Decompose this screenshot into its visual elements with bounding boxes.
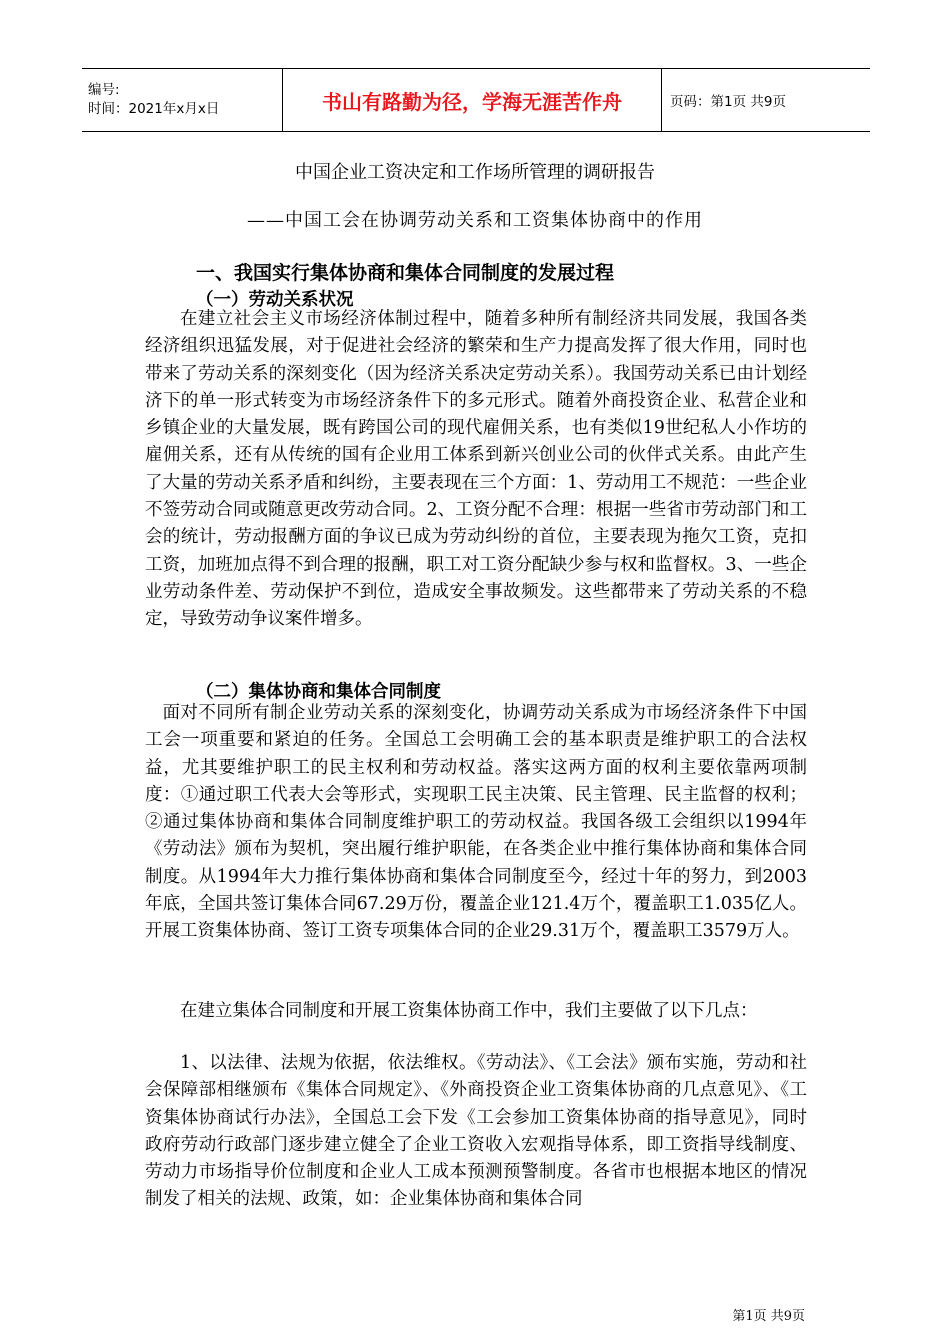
section-heading: 一、我国实行集体协商和集体合同制度的发展过程 [196,262,615,284]
subsection-heading-1: （一）劳动关系状况 [196,290,354,310]
header-meta [82,69,282,131]
page-header [82,68,870,132]
document-title: 中国企业工资决定和工作场所管理的调研报告 [295,162,655,183]
paragraph-collective-bargaining: 面对不同所有制企业劳动关系的深刻变化，协调劳动关系成为市场经济条件下中国工会一项重要和紧迫的任务。全国总工会明确工会的基本职责是维护职工的合法权益，尤其要维护职工的民主权利和劳动权益。落实这两方面的权利主要依靠两项制度：①通过职工代表大会等形式，实现职工民主决策、民主管理、民主监督的权利；②通过集体协商和集体合同制度维护职工的劳动权益。我国各级工会组织以1994年《劳动法》颁布为契机，突出履行维护职能，在各类企业中推行集体协商和集体合同制度。从1994年大力推行集体协商和集体合同制度至今，经过十年的努力，到2003年底，全国共签订集体合同67.29万份，覆盖企业121.4万个，覆盖职工1.035亿人。开展工资集体协商、签订工资专项集体合同的企业29.31万个，覆盖职工3579万人。 [145,703,807,942]
subsection-heading-2: （二）集体协商和集体合同制度 [196,682,441,702]
header-motto: 书山有路勤为径，学海无涯苦作舟 [282,69,662,131]
paragraph-main-points-intro: 在建立集体合同制度和开展工资集体协商工作中，我们主要做了以下几点： [180,1001,758,1021]
paragraph-labor-relations: 在建立社会主义市场经济体制过程中，随着多种所有制经济共同发展，我国各类经济组织迅猛发展，对于促进社会经济的繁荣和生产力提高发挥了很大作用，同时也带来了劳动关系的深刻变化（因为经济关系决定劳动关系）。我国劳动关系已由计划经济下的单一形式转变为市场经济条件下的多元形式。随着外商投资企业、私营企业和乡镇企业的大量发展，既有跨国公司的现代雇佣关系，也有类似19世纪私人小作坊的雇佣关系，还有从传统的国有企业用工体系到新兴创业公司的伙伴式关系。由此产生了大量的劳动关系矛盾和纠纷，主要表现在三个方面：1、劳动用工不规范：一些企业不签劳动合同或随意更改劳动合同。2、工资分配不合理：根据一些省市劳动部门和工会的统计，劳动报酬方面的争议已成为劳动纠纷的首位，主要表现为拖欠工资，克扣工资，加班加点得不到合理的报酬，职工对工资分配缺少参与权和监督权。3、一些企业劳动条件差、劳动保护不到位，造成安全事故频发。这些都带来了劳动关系的不稳定，导致劳动争议案件增多。 [145,309,807,630]
document-subtitle: ——中国工会在协调劳动关系和工资集体协商中的作用 [247,210,703,231]
page-footer: 第1页 共9页 [732,1309,805,1324]
document-number-label: 编号: [88,82,120,98]
document-time-label: 时间：2021年x月x日 [88,101,220,117]
paragraph-point-1: 1、以法律、法规为依据，依法维权。《劳动法》、《工会法》颁布实施，劳动和社会保障部相继颁布《集体合同规定》、《外商投资企业工资集体协商的几点意见》、《工资集体协商试行办法》，全国总工会下发《工会参加工资集体协商的指导意见》，同时政府劳动行政部门逐步建立健全了企业工资收入宏观指导体系，即工资指导线制度、劳动力市场指导价位制度和企业人工成本预测预警制度。各省市也根据本地区的情况制发了相关的法规、政策，如：企业集体协商和集体合同 [145,1053,807,1210]
header-page-info: 页码：第1页 共9页 [670,94,786,110]
